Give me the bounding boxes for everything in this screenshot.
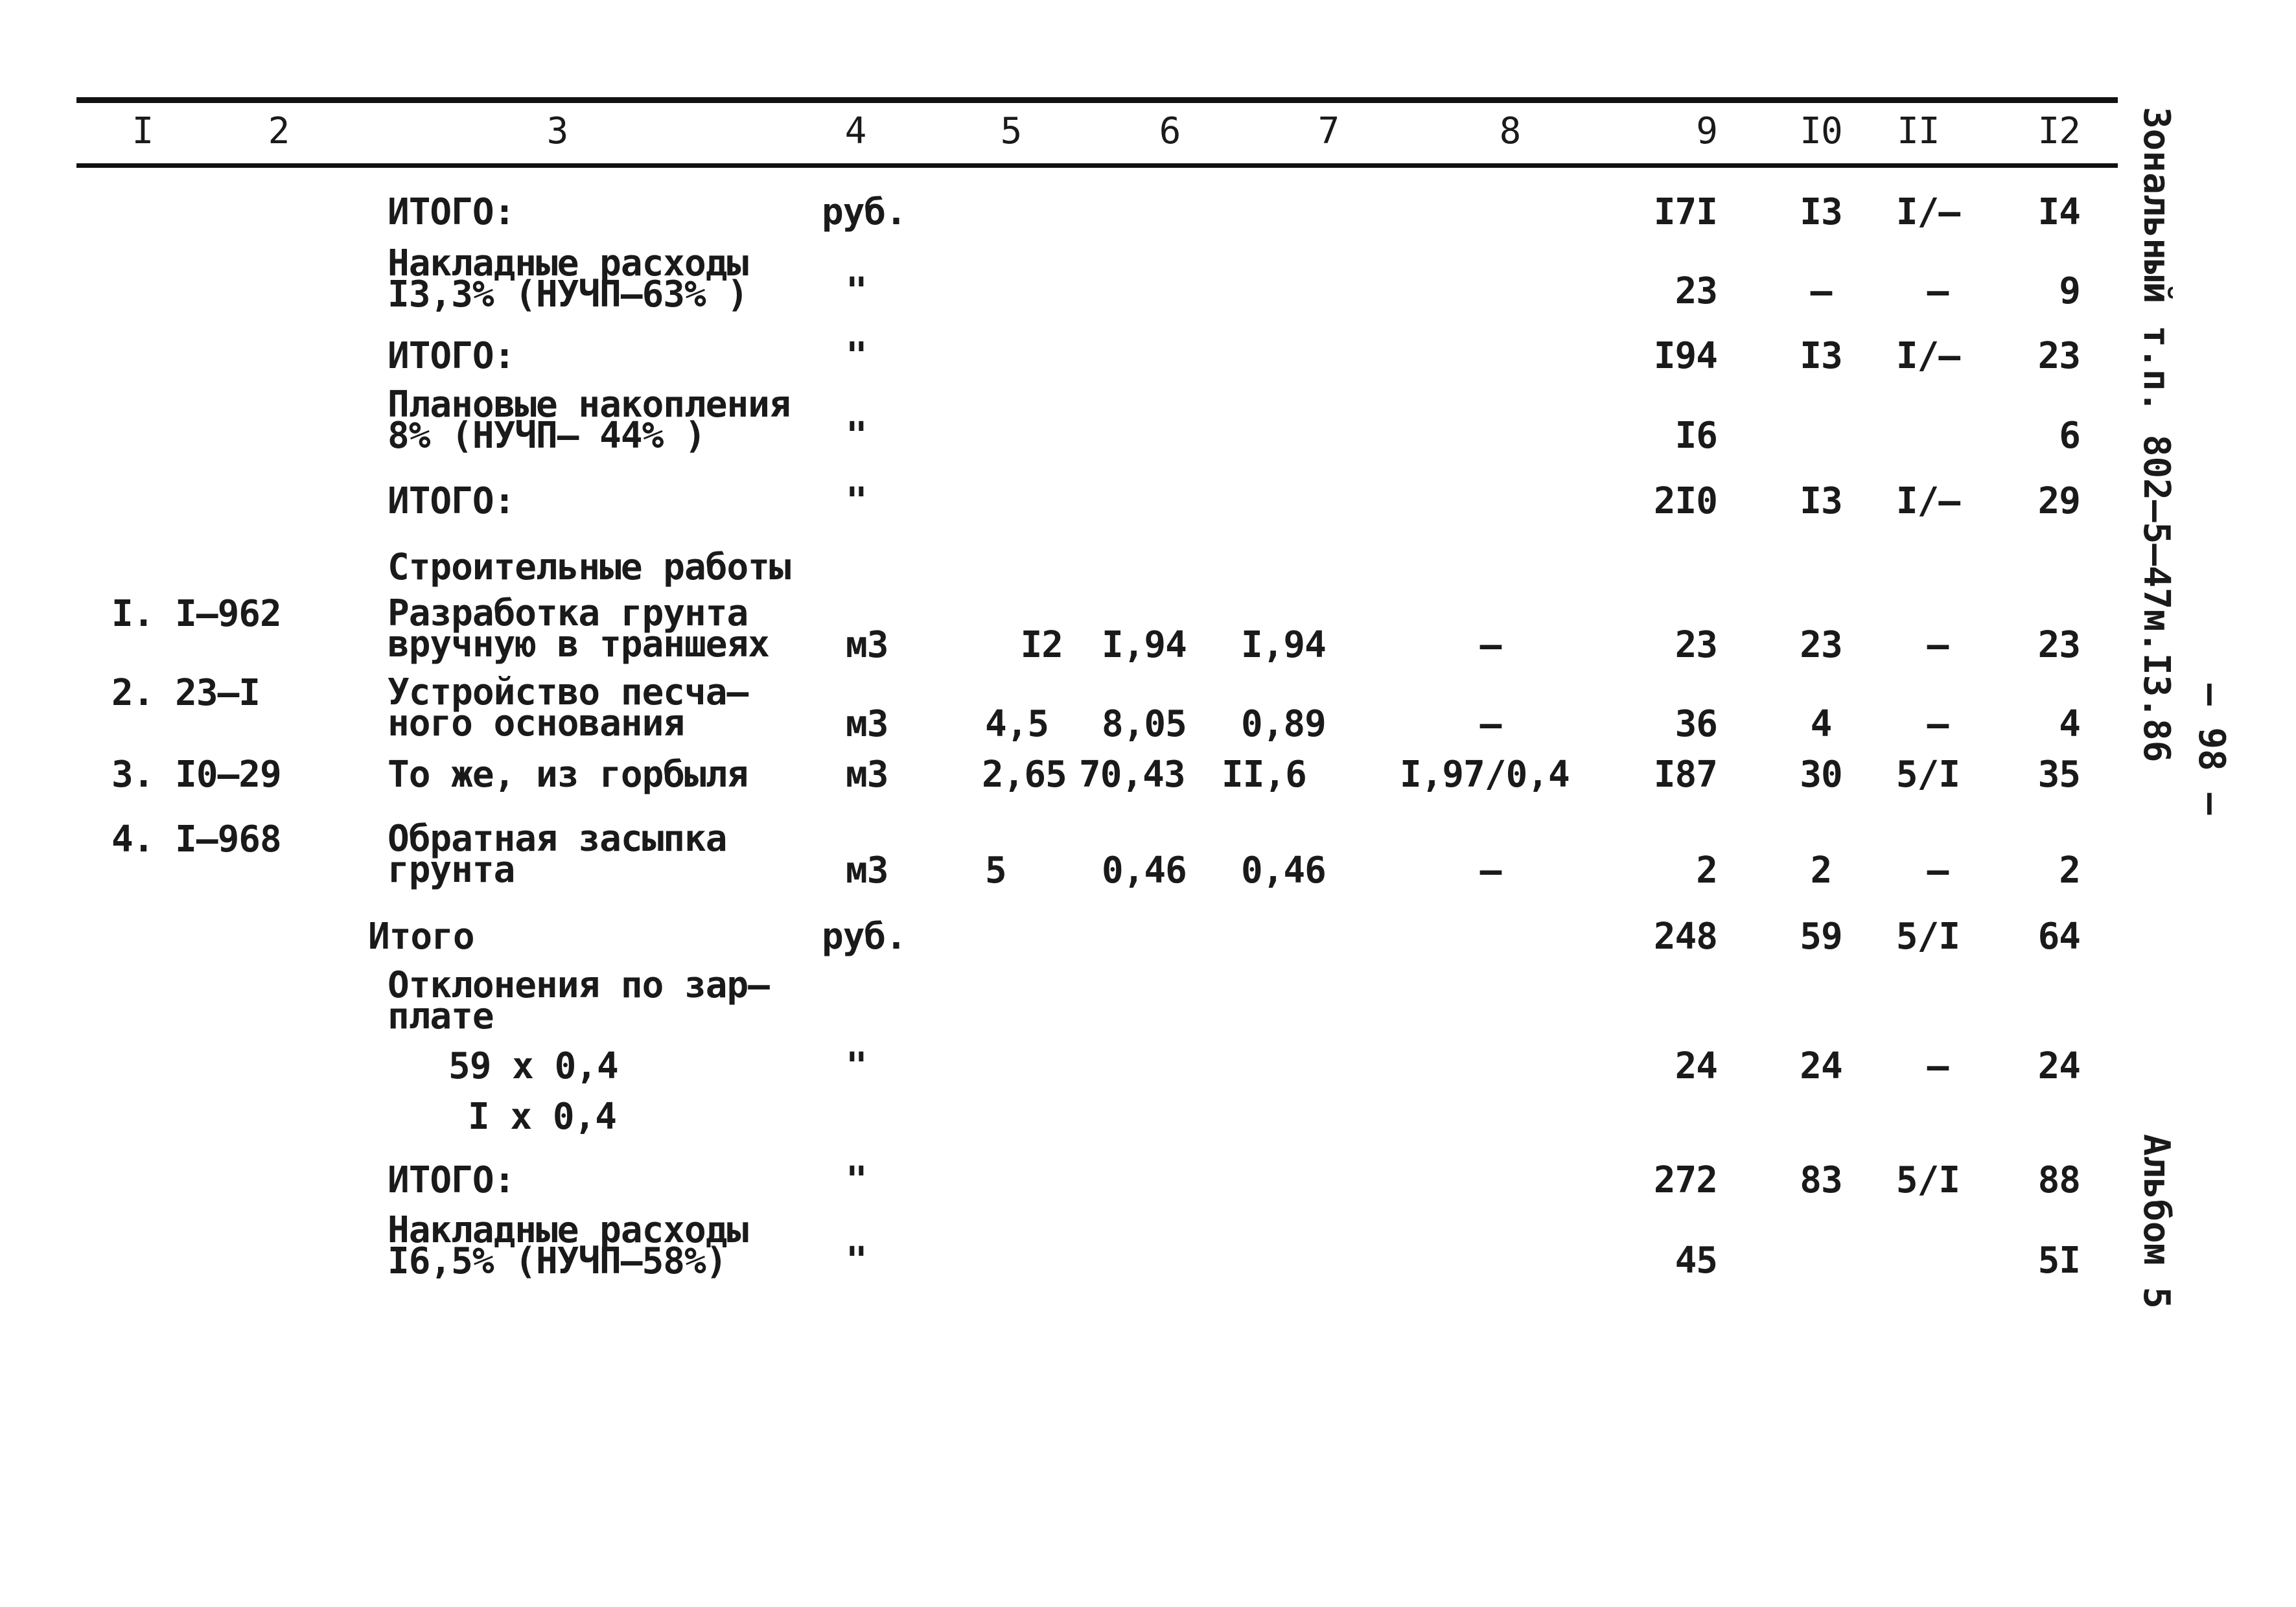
- cell-col5: 4,5: [985, 703, 1049, 745]
- cell-col11: –: [1927, 270, 1949, 312]
- row-label-line2: грунта: [388, 849, 515, 891]
- row-unit: м3: [846, 703, 888, 745]
- cell-col5: I2: [1020, 624, 1063, 666]
- column-header-6: 6: [1159, 110, 1181, 152]
- cell-col9: I7I: [1653, 191, 1717, 233]
- column-header-3: 3: [546, 110, 568, 152]
- row-unit: м3: [846, 850, 888, 892]
- cell-col12: 64: [2037, 916, 2080, 958]
- cell-col9: 248: [1653, 916, 1717, 958]
- row-unit: руб.: [822, 191, 907, 233]
- column-header-2: 2: [268, 110, 290, 152]
- row-unit: ": [846, 480, 867, 522]
- row-unit: ": [846, 270, 867, 312]
- row-label-line2: ного основания: [388, 702, 685, 745]
- side-album-label: Альбом 5: [2135, 1134, 2177, 1309]
- cell-col10: I3: [1800, 335, 1842, 377]
- row-number-code: 2. 23–I: [111, 672, 261, 714]
- cell-col7: 0,46: [1241, 850, 1326, 892]
- row-unit: ": [846, 1159, 867, 1201]
- row-unit: ": [846, 1045, 867, 1087]
- cell-col10: 4: [1810, 703, 1832, 745]
- row-unit: ": [846, 415, 867, 457]
- cell-col12: 23: [2037, 624, 2080, 666]
- cell-col11: 5/I: [1896, 916, 1960, 958]
- cell-col10: –: [1810, 270, 1832, 312]
- cell-col7: 0,89: [1241, 703, 1326, 745]
- cell-col7: I,94: [1241, 624, 1326, 666]
- cell-col12: 4: [2059, 703, 2080, 745]
- row-label-line1: Обратная засыпка: [388, 818, 727, 860]
- cell-col9: 36: [1675, 703, 1717, 745]
- row-label-line2: I3,3% (НУЧП–63% ): [388, 273, 748, 316]
- cell-col8: –: [1479, 850, 1502, 892]
- cell-col10: 30: [1800, 754, 1842, 796]
- cell-col11: –: [1927, 1045, 1949, 1087]
- row-label-line2: 8% (НУЧП– 44% ): [388, 415, 706, 457]
- cell-col12: 88: [2037, 1159, 2080, 1201]
- row-label: ИТОГО:: [388, 335, 515, 377]
- section-heading: Строительные работы: [388, 546, 791, 588]
- cell-col9: I94: [1653, 335, 1717, 377]
- row-label-line1: Разработка грунта: [388, 592, 748, 634]
- row-label-line1: Накладные расходы: [388, 242, 748, 284]
- cell-col11: –: [1927, 703, 1949, 745]
- cell-col9: I6: [1675, 415, 1717, 457]
- side-page-number: – 98 –: [2190, 684, 2232, 815]
- cell-col6: I,94: [1102, 624, 1187, 666]
- cell-col5: 2,65: [982, 754, 1067, 796]
- cell-col11: I/–: [1896, 480, 1960, 522]
- side-document-code: Зональный т.п. 802–5–47м.I3.86: [2135, 107, 2177, 763]
- row-unit: м3: [846, 624, 888, 666]
- cell-col12: 5I: [2037, 1240, 2080, 1282]
- cell-col10: 24: [1800, 1045, 1842, 1087]
- cell-col10: 83: [1800, 1159, 1842, 1201]
- row-unit: ": [846, 335, 867, 377]
- cell-col9: 2I0: [1653, 480, 1717, 522]
- cell-col10: 59: [1800, 916, 1842, 958]
- row-label: Итого: [368, 916, 474, 958]
- cell-col10: I3: [1800, 191, 1842, 233]
- row-number-code: 3. I0–29: [111, 754, 281, 796]
- cell-col12: 23: [2037, 335, 2080, 377]
- cell-col5: 5: [985, 850, 1006, 892]
- row-label: ИТОГО:: [388, 191, 515, 233]
- row-number-code: I. I–962: [111, 593, 281, 635]
- row-label: ИТОГО:: [388, 480, 515, 522]
- row-label-line1: Отклонения по зар–: [388, 964, 769, 1006]
- row-label-line1: Накладные расходы: [388, 1209, 748, 1251]
- column-header-12: I2: [2037, 110, 2080, 152]
- cell-col11: –: [1927, 624, 1949, 666]
- cell-col12: 9: [2059, 270, 2080, 312]
- cell-col11: 5/I: [1896, 1159, 1960, 1201]
- row-label-line2: I6,5% (НУЧП–58%): [388, 1240, 727, 1282]
- row-number-code: 4. I–968: [111, 818, 281, 861]
- cell-col6: 0,46: [1102, 850, 1187, 892]
- column-header-5: 5: [1000, 110, 1022, 152]
- table-top-rule: [76, 97, 2118, 103]
- cell-col11: I/–: [1896, 191, 1960, 233]
- cell-col8: –: [1479, 624, 1502, 666]
- cell-col9: 24: [1675, 1045, 1717, 1087]
- column-header-1: I: [132, 110, 154, 152]
- row-unit: м3: [846, 754, 888, 796]
- row-label: ИТОГО:: [388, 1159, 515, 1201]
- row-label: То же, из горбыля: [388, 754, 748, 796]
- cell-col8: –: [1479, 703, 1502, 745]
- cell-col8: I,97/0,4: [1400, 754, 1570, 796]
- cell-col12: 29: [2037, 480, 2080, 522]
- row-formula: I x 0,4: [468, 1096, 617, 1138]
- cell-col11: –: [1927, 850, 1949, 892]
- cell-col12: 6: [2059, 415, 2080, 457]
- column-header-8: 8: [1499, 110, 1521, 152]
- cell-col12: 2: [2059, 850, 2080, 892]
- cell-col9: I87: [1653, 754, 1717, 796]
- column-header-9: 9: [1696, 110, 1717, 152]
- cell-col9: 2: [1696, 850, 1717, 892]
- cell-col12: 24: [2037, 1045, 2080, 1087]
- row-unit: руб.: [822, 916, 907, 958]
- cell-col9: 272: [1653, 1159, 1717, 1201]
- cell-col12: 35: [2037, 754, 2080, 796]
- cell-col7: II,6: [1222, 754, 1306, 796]
- cell-col9: 23: [1675, 624, 1717, 666]
- row-unit: ": [846, 1240, 867, 1282]
- cell-col10: 2: [1810, 850, 1832, 892]
- cell-col12: I4: [2037, 191, 2080, 233]
- row-label-line2: вручную в траншеях: [388, 623, 769, 665]
- row-label-line1: Плановые накопления: [388, 384, 791, 426]
- cell-col11: I/–: [1896, 335, 1960, 377]
- column-header-10: I0: [1800, 110, 1842, 152]
- cell-col10: 23: [1800, 624, 1842, 666]
- row-label-line2: плате: [388, 995, 494, 1037]
- cell-col10: I3: [1800, 480, 1842, 522]
- column-header-4: 4: [844, 110, 866, 152]
- row-label-line1: Устройство песча–: [388, 671, 748, 713]
- cell-col9: 23: [1675, 270, 1717, 312]
- column-header-7: 7: [1317, 110, 1339, 152]
- cell-col6: 70,43: [1079, 754, 1185, 796]
- table-header-rule: [76, 163, 2118, 168]
- column-header-11: II: [1897, 110, 1940, 152]
- row-formula: 59 x 0,4: [448, 1045, 618, 1087]
- cell-col6: 8,05: [1102, 703, 1187, 745]
- cell-col11: 5/I: [1896, 754, 1960, 796]
- cell-col9: 45: [1675, 1240, 1717, 1282]
